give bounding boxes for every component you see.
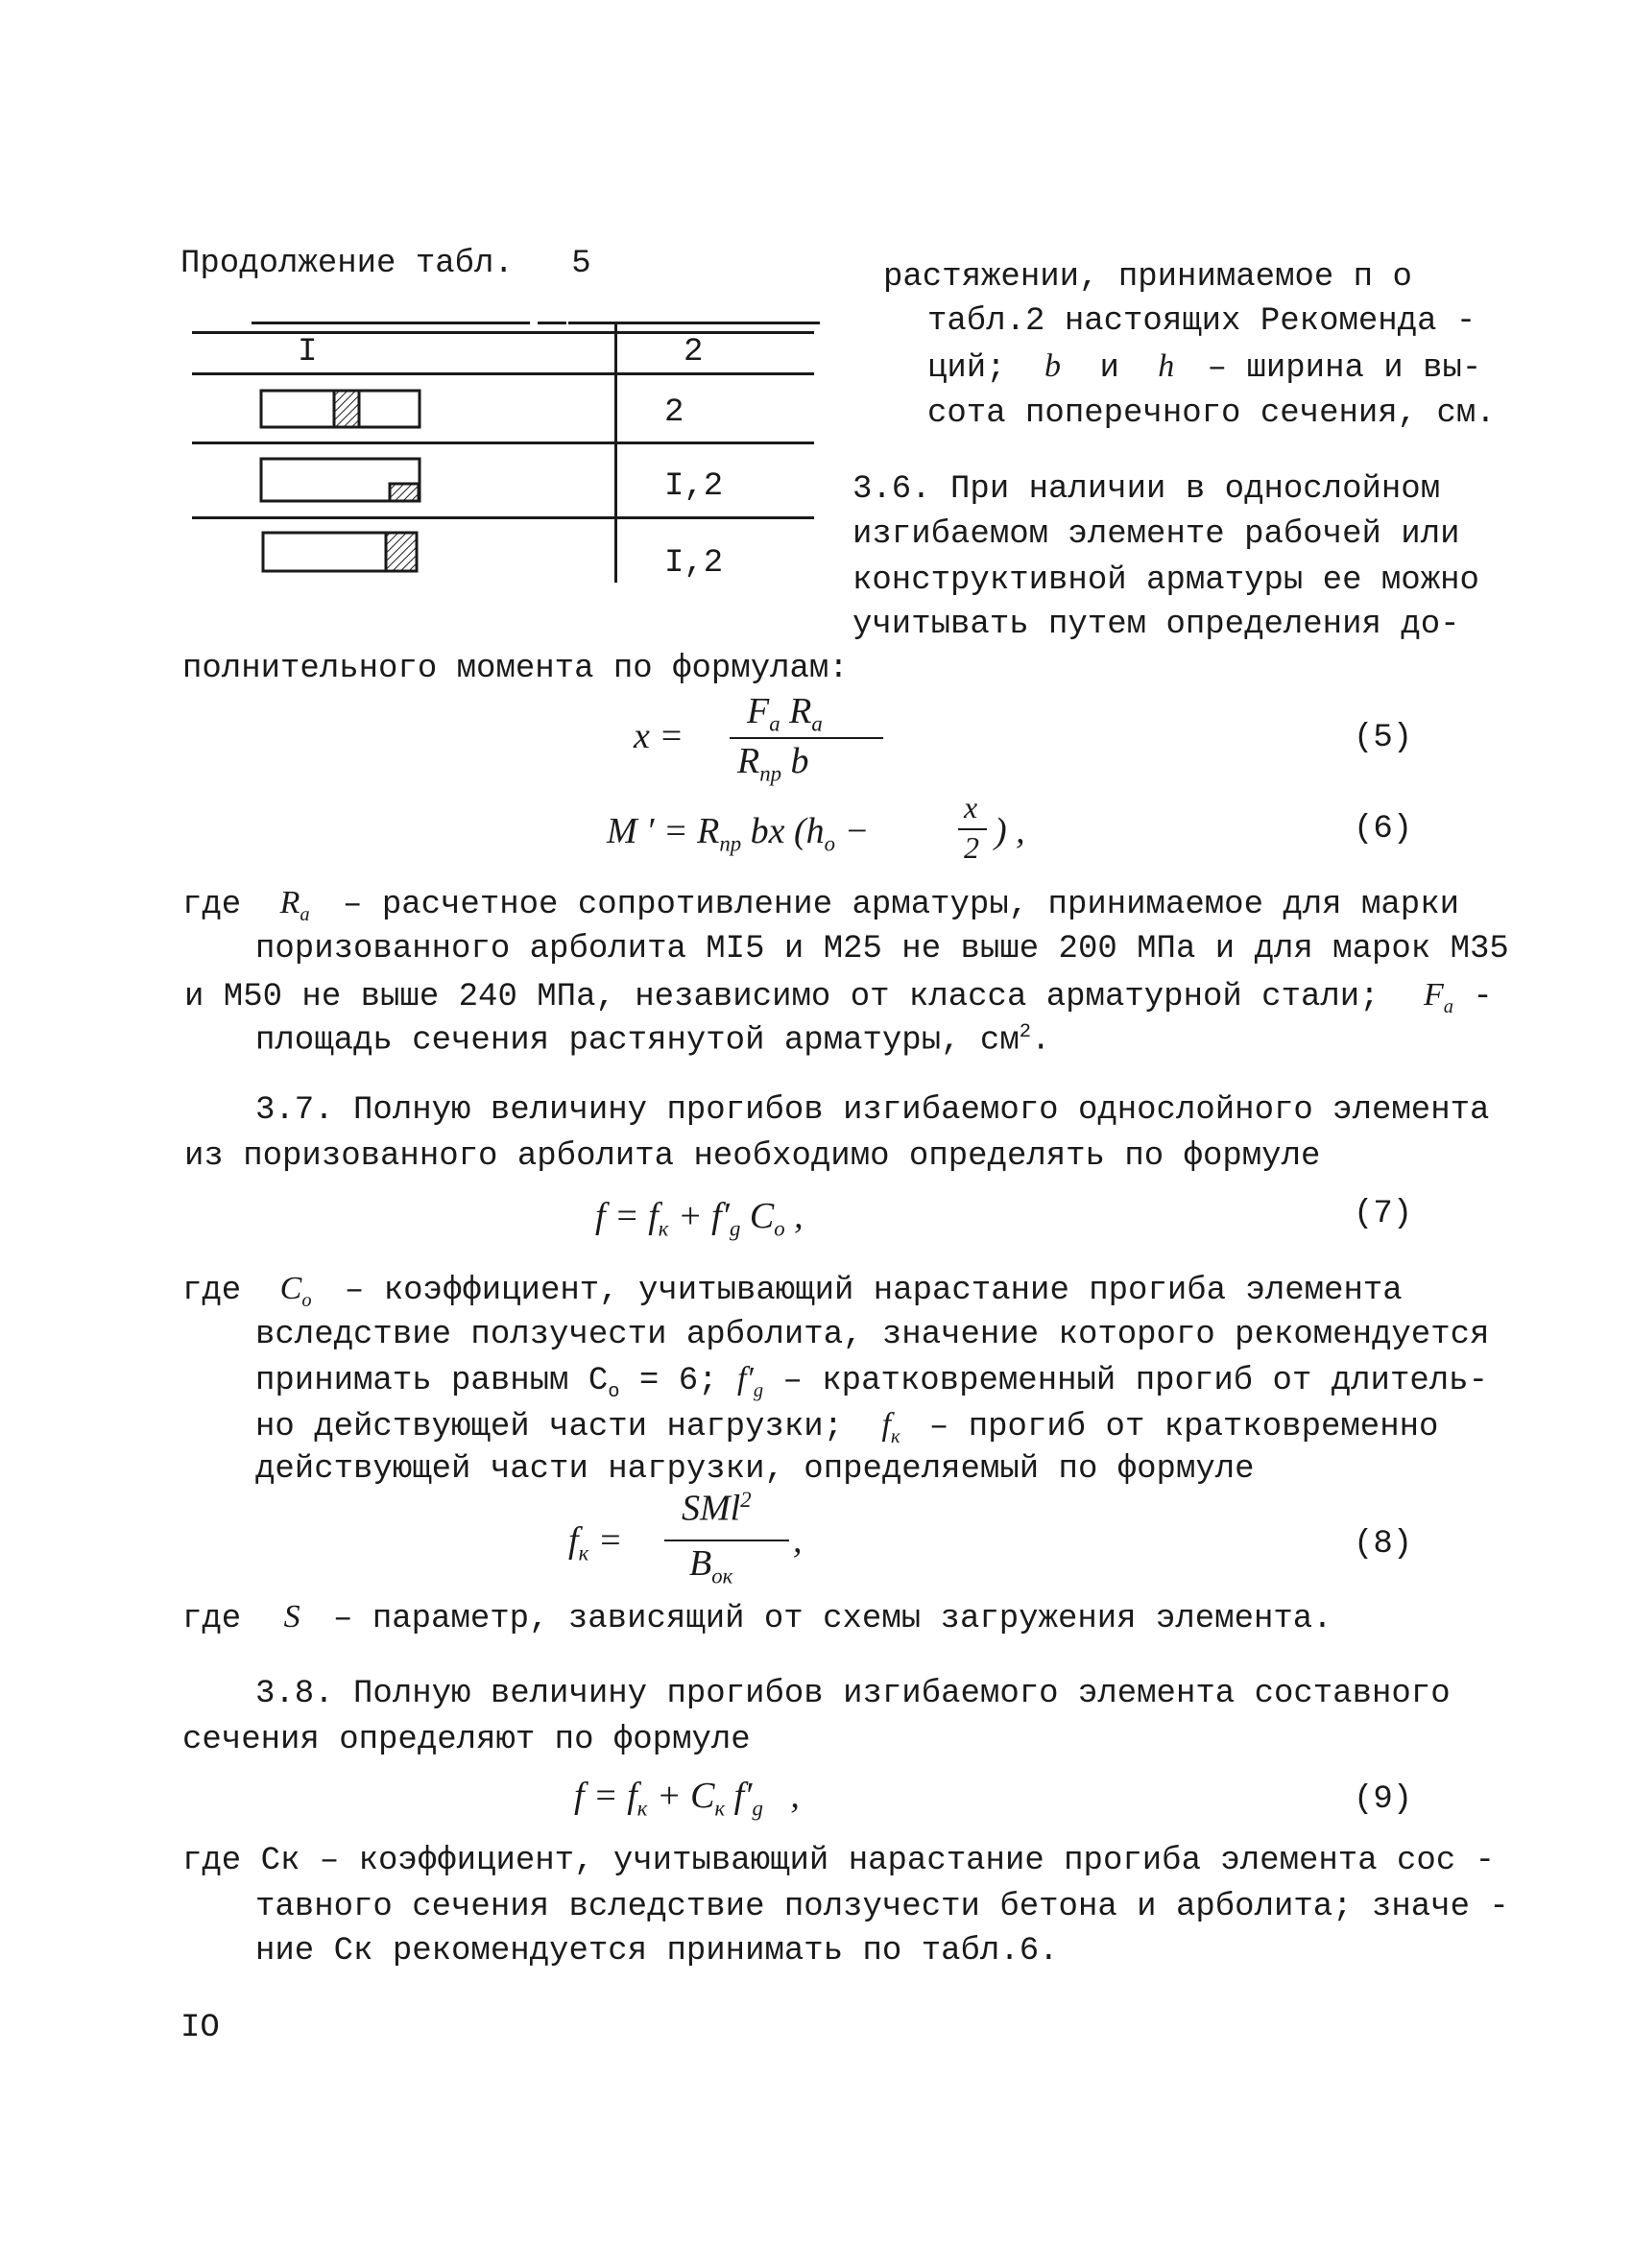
where-ck-line-3: ние Ск рекомендуется принимать по табл.6.	[255, 1933, 1059, 1970]
table-top-rule	[568, 322, 820, 324]
eq6: M ′ = $R_{пр}$ bx ($h_o$ − x 2 ) ,	[607, 790, 1025, 865]
where-s-line: где S – параметр, зависящий от схемы загружения элемента.	[182, 1599, 1332, 1637]
where-ck-line-1: где Ск – коэффициент, учитывающий нарастание прогиба элемента сос -	[182, 1843, 1496, 1879]
table-row2-value: I,2	[664, 468, 724, 505]
symbol-h: h	[1158, 348, 1175, 384]
section-diagram-center-hatch	[259, 389, 422, 429]
right-line-6: изгибаемом элементе рабочей или	[852, 516, 1460, 553]
table-row1-value: 2	[664, 394, 684, 431]
table-row-rule	[192, 516, 814, 519]
eq7-label: (7)	[1354, 1196, 1413, 1232]
eq6-label: (6)	[1354, 811, 1413, 848]
eq5: x = $F_a$ $R_a$ $R_{пр}$ b	[634, 693, 883, 779]
table-col2-header: 2	[684, 334, 704, 370]
where-ra-line-2: поризованного арболита MI5 и M25 не выше 200 МПа и для марок M35	[255, 931, 1509, 967]
p38-line-2: сечения определяют по формуле	[182, 1722, 751, 1758]
right-line-2: табл.2 настоящих Рекоменда -	[927, 303, 1476, 340]
symbol-fg: $f'_g$	[736, 1361, 764, 1401]
where-ra-line-3: и M50 не выше 240 МПа, независимо от класса арматурной стали; $F_a$ -	[184, 977, 1493, 1017]
p37-line-2: из поризованного арболита необходимо определять по формуле	[184, 1138, 1321, 1175]
where-c0-line-1: где $C_o$ – коэффициент, учитывающий нарастание прогиба элемента	[182, 1271, 1403, 1311]
table-caption-text: Продолжение табл.	[180, 246, 514, 282]
eq8-label: (8)	[1354, 1526, 1413, 1563]
where-c0-line-2: вследствие ползучести арболита, значение которого рекомендуется	[255, 1317, 1490, 1353]
where-ra-line-4: площадь сечения растянутой арматуры, $см^2$.	[255, 1021, 1051, 1060]
symbol-fa: $F_a$	[1424, 977, 1453, 1017]
right-line-4: сота поперечного сечения, см.	[927, 395, 1496, 432]
where-c0-line-4: но действующей части нагрузки; $f_к$ – прогиб от кратковременно	[255, 1407, 1439, 1447]
eq5-label: (5)	[1354, 720, 1413, 756]
table-row3-value: I,2	[664, 545, 724, 582]
symbol-ra: $R_a$	[279, 885, 310, 925]
table-row-rule	[192, 372, 814, 375]
table-column-divider	[614, 322, 617, 583]
eq7: $f = f_к + f'_g$ $C_o$ ,	[595, 1196, 804, 1241]
right-line-7: конструктивной арматуры ее можно	[852, 562, 1479, 599]
table-caption	[180, 248, 591, 280]
table-top-rule	[252, 322, 530, 324]
symbol-b: b	[1044, 348, 1062, 384]
p37-line-1: 3.7. Полную величину прогибов изгибаемого однослойного элемента	[255, 1092, 1490, 1129]
where-ck-line-2: тавного сечения вследствие ползучести бетона и арболита; значе -	[255, 1889, 1509, 1925]
table-row-rule	[192, 442, 814, 444]
table-col1-header: I	[298, 334, 318, 370]
eq9: $f = f_к + C_к$ $f'_g$ ,	[574, 1776, 800, 1821]
right-line-5: 3.6. При наличии в однослойном	[852, 471, 1441, 508]
section-diagram-corner-hatch	[259, 457, 422, 505]
table-caption-number: 5	[571, 246, 591, 282]
section-diagram-edge-hatch	[261, 531, 424, 575]
dop-line: полнительного момента по формулам:	[182, 651, 849, 687]
right-line-8: учитывать путем определения до-	[852, 607, 1460, 643]
where-c0-line-5: действующей части нагрузки, определяемый по формуле	[255, 1451, 1255, 1488]
where-ra-line-1: где $R_a$ – расчетное сопротивление арматуры, принимаемое для марки	[182, 885, 1460, 925]
table-header-rule	[192, 331, 814, 334]
page-number: IO	[180, 2010, 220, 2046]
right-line-3: ций; b и h – ширина и вы-	[927, 348, 1482, 387]
symbol-c0: $C_o$	[279, 1271, 312, 1311]
symbol-fk: $f_к$	[881, 1407, 900, 1447]
symbol-s: S	[283, 1599, 300, 1635]
eq8: $f_к$ = SMl$^2$ $B_{ок}$ ,	[568, 1488, 803, 1588]
right-line-1: растяжении, принимаемое п о	[883, 259, 1412, 296]
p38-line-1: 3.8. Полную величину прогибов изгибаемого элемента составного	[255, 1676, 1451, 1712]
table-top-rule	[538, 322, 566, 324]
eq9-label: (9)	[1354, 1781, 1413, 1818]
where-c0-line-3: принимать равным $C_o = 6$; $f'_g$ – кратковременный прогиб от длитель-	[255, 1361, 1488, 1403]
